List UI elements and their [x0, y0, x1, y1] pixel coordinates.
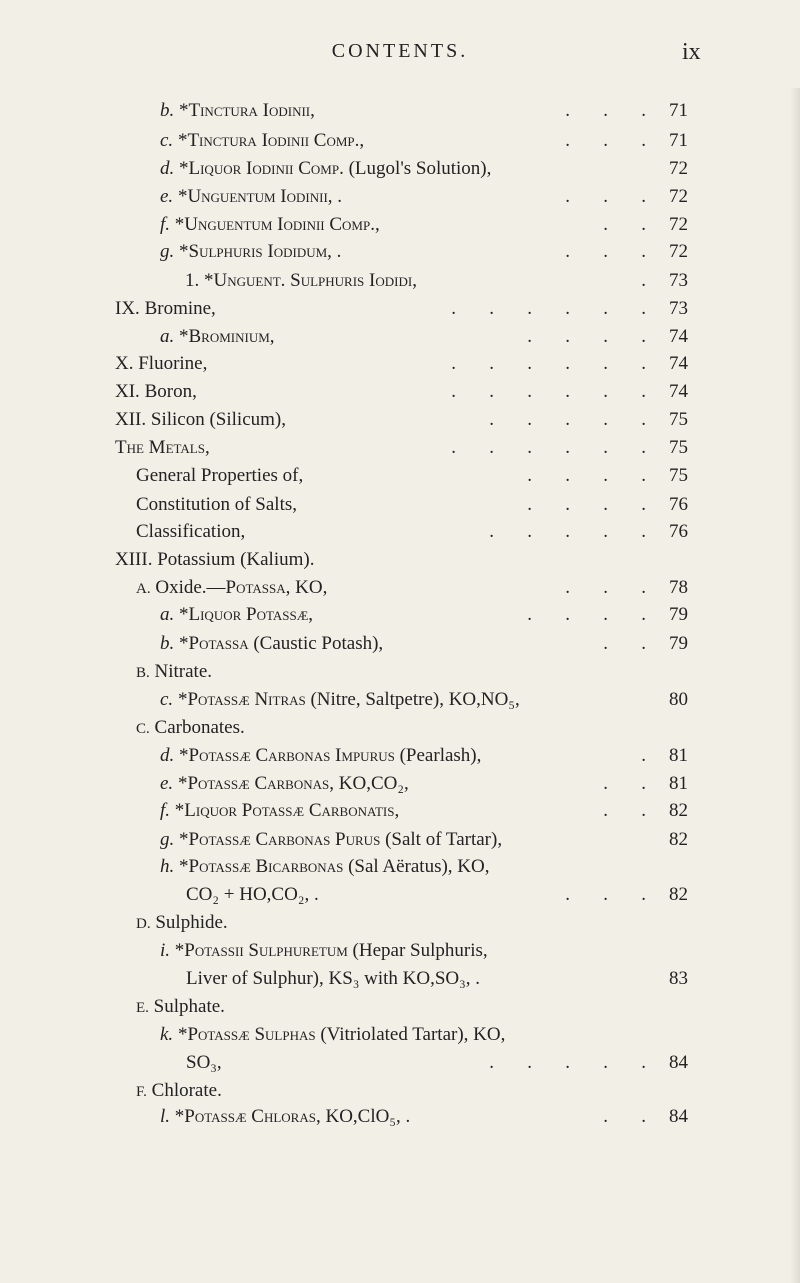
toc-entry — [0, 912, 800, 936]
toc-entry-label: a. — [160, 326, 175, 347]
leader-dots: . . — [603, 800, 646, 821]
toc-page-number: 72 — [669, 214, 688, 235]
toc-entry-text — [136, 465, 303, 487]
toc-entry-title: Potassa — [225, 577, 286, 598]
toc-entry-rest: Carbonates. — [154, 717, 245, 738]
toc-entry-label: XIII. — [115, 549, 153, 570]
toc-entry-rest: Chlorate. — [151, 1080, 222, 1101]
toc-page-number: 84 — [669, 1106, 688, 1127]
toc-entry-label: c. — [160, 689, 174, 710]
official-mark: * — [177, 130, 188, 151]
toc-entry — [0, 1024, 800, 1048]
toc-page-number: 80 — [669, 689, 688, 710]
toc-entry — [0, 940, 800, 964]
toc-page-number: 84 — [669, 1052, 688, 1073]
toc-entry-title: Liquor Iodinii Comp. — [188, 158, 344, 179]
toc-entry-text — [136, 1080, 222, 1102]
toc-entry — [0, 689, 800, 713]
official-mark: * — [179, 745, 189, 766]
toc-entry — [0, 549, 800, 573]
toc-entry-label: e. — [160, 773, 174, 794]
toc-entry-text — [160, 241, 341, 263]
toc-page-number: 71 — [669, 130, 688, 151]
leader-dots: . . . . — [527, 465, 646, 486]
official-mark: * — [204, 270, 214, 291]
leader-dots: . . . — [565, 577, 646, 598]
toc-entry-text — [115, 409, 286, 431]
toc-entry — [0, 521, 800, 545]
page-title: CONTENTS. — [331, 40, 469, 62]
toc-entry-title: Liquor Potassæ Carbonatis — [184, 800, 395, 821]
leader-dots: . . . — [565, 186, 646, 207]
toc-entry-text — [186, 884, 319, 906]
official-mark: * — [179, 241, 189, 262]
official-mark: * — [179, 100, 189, 121]
toc-entry-label: d. — [160, 745, 175, 766]
toc-entry-text — [160, 940, 488, 962]
toc-entry-rest: Sulphate. — [153, 996, 225, 1017]
toc-entry-text — [136, 661, 212, 683]
toc-entry-title: Potassii Sulphuretum — [184, 940, 348, 961]
toc-entry-label: XI. — [115, 381, 140, 402]
toc-entry — [0, 186, 800, 210]
toc-entry-label: E. — [136, 1000, 149, 1016]
toc-entry-label: l. — [160, 1106, 171, 1127]
toc-entry-rest: , — [308, 604, 314, 625]
toc-entry-text — [115, 353, 207, 375]
toc-entry-rest: , — [394, 800, 400, 821]
toc-page-number: 75 — [669, 465, 688, 486]
toc-entry-rest: , KO,ClO₅, . — [315, 1106, 411, 1127]
official-mark: * — [177, 186, 188, 207]
official-mark: * — [174, 940, 185, 961]
leader-dots: . . . — [565, 884, 646, 905]
toc-entry-label: g. — [160, 241, 175, 262]
toc-entry-label: h. — [160, 856, 175, 877]
toc-entry — [0, 577, 800, 601]
toc-page-number: 75 — [669, 437, 688, 458]
toc-entry-label: b. — [160, 633, 175, 654]
leader-dots: . . . . . . — [451, 298, 646, 319]
toc-entry — [0, 130, 800, 154]
toc-entry-rest: , — [412, 270, 417, 291]
toc-entry-label: C. — [136, 721, 150, 737]
toc-entry — [0, 465, 800, 489]
official-mark: * — [179, 633, 189, 654]
toc-entry-text — [160, 800, 399, 822]
page-number: ix — [682, 39, 701, 65]
toc-entry — [0, 1106, 800, 1130]
leader-dots: . . . . — [527, 326, 646, 347]
toc-entry-title: The Metals — [115, 437, 205, 458]
toc-page-number: 76 — [669, 521, 688, 542]
toc-entry-label: k. — [160, 1024, 174, 1045]
toc-entry-text — [160, 1106, 410, 1128]
leader-dots: . . — [603, 773, 646, 794]
toc-page-number: 81 — [669, 745, 688, 766]
toc-entry-rest: Nitrate. — [154, 661, 213, 682]
toc-entry-text — [160, 604, 313, 626]
leader-dots: . . . . . . — [451, 437, 646, 458]
toc-entry — [0, 1080, 800, 1104]
toc-entry-title: Unguentum Iodinii — [187, 186, 328, 207]
toc-entry — [0, 494, 800, 518]
toc-entry-title: Potassæ Carbonas Purus — [188, 829, 381, 850]
toc-entry-text — [186, 1052, 222, 1074]
toc-page-number: 74 — [669, 326, 688, 347]
toc-entry-title: Potassæ Bicarbonas — [188, 856, 344, 877]
toc-page-number: 73 — [669, 298, 688, 319]
toc-entry-label: g. — [160, 829, 175, 850]
toc-entry-rest: , — [359, 130, 365, 151]
toc-entry — [0, 717, 800, 741]
toc-entry-title: Potassæ Carbonas Impurus — [188, 745, 395, 766]
toc-entry-rest: Liver of Sulphur), KS₃ with KO,SO₃, . — [186, 968, 481, 989]
toc-entry-text — [136, 996, 225, 1018]
toc-page-number: 74 — [669, 381, 688, 402]
toc-entry — [0, 353, 800, 377]
leader-dots: . . . — [565, 130, 646, 151]
toc-entry-title: Tinctura Iodinii — [188, 100, 311, 121]
toc-entry — [0, 800, 800, 824]
toc-entry-rest: (Caustic Potash), — [248, 633, 384, 654]
toc-entry-rest: General Properties of, — [136, 465, 304, 486]
toc-page-number: 78 — [669, 577, 688, 598]
toc-entry-rest: , — [310, 100, 315, 121]
toc-entry-rest: Silicon (Silicum), — [150, 409, 286, 430]
leader-dots: . . — [603, 1106, 646, 1127]
toc-entry-label: 1. — [185, 270, 200, 291]
toc-entry-label: b. — [160, 100, 175, 121]
toc-entry-rest: , . — [327, 186, 343, 207]
official-mark: * — [179, 856, 189, 877]
toc-entry-label: X. — [115, 353, 134, 374]
toc-entry-rest: (Lugol's Solution), — [343, 158, 492, 179]
toc-entry — [0, 661, 800, 685]
toc-entry — [0, 996, 800, 1020]
toc-entry-text — [160, 130, 364, 152]
toc-page-number: 75 — [669, 409, 688, 430]
toc-entry-rest: SO₃, — [186, 1052, 222, 1073]
toc-entry — [0, 270, 800, 294]
toc-entry-text — [136, 577, 327, 599]
toc-entry-text — [160, 633, 383, 655]
toc-entry-label: a. — [160, 604, 175, 625]
toc-entry-rest: (Vitriolated Tartar), KO, — [315, 1024, 506, 1045]
toc-entry-title: Potassa — [188, 633, 249, 654]
toc-page-number: 83 — [669, 968, 688, 989]
official-mark: * — [174, 800, 185, 821]
toc-entry-text — [115, 381, 197, 403]
toc-entry-rest: Potassium (Kalium). — [157, 549, 315, 570]
toc-entry-title: Potassæ Carbonas — [187, 773, 330, 794]
toc-entry-title: Unguentum Iodinii Comp. — [184, 214, 375, 235]
toc-entry — [0, 745, 800, 769]
toc-entry-label: A. — [136, 581, 151, 597]
official-mark: * — [177, 689, 188, 710]
toc-entry-rest: , KO, — [285, 577, 328, 598]
toc-entry-label: f. — [160, 800, 171, 821]
leader-dots: . . . . . — [489, 1052, 646, 1073]
toc-entry-text — [136, 494, 297, 516]
toc-page-number: 72 — [669, 241, 688, 262]
toc-entry-rest: Oxide.— — [155, 577, 226, 598]
toc-entry-rest: , — [204, 437, 210, 458]
toc-entry-label: D. — [136, 916, 151, 932]
toc-entry — [0, 856, 800, 880]
toc-entry-rest: Sulphide. — [155, 912, 228, 933]
toc-entry — [0, 214, 800, 238]
toc-entry-label: B. — [136, 665, 150, 681]
leader-dots: . . . — [565, 100, 646, 121]
toc-entry-text — [160, 829, 502, 851]
toc-entry-title: Tinctura Iodinii Comp. — [187, 130, 360, 151]
toc-entry — [0, 381, 800, 405]
toc-entry-rest: Classification, — [136, 521, 246, 542]
toc-entry-rest: Boron, — [144, 381, 197, 402]
toc-page-number: 82 — [669, 800, 688, 821]
toc-entry-text — [160, 856, 489, 878]
toc-page-number: 79 — [669, 604, 688, 625]
toc-entry — [0, 829, 800, 853]
toc-entry-label: d. — [160, 158, 175, 179]
toc-entry — [0, 884, 800, 908]
toc-entry-title: Potassæ Nitras — [187, 689, 306, 710]
toc-entry — [0, 633, 800, 657]
toc-entry — [0, 437, 800, 461]
toc-entry-text — [160, 214, 380, 236]
toc-entry-text — [136, 912, 228, 934]
leader-dots: . . . . . — [489, 521, 646, 542]
toc-entry-rest: , KO,CO₂, — [329, 773, 409, 794]
toc-entry-text — [160, 1024, 505, 1046]
toc-entry — [0, 158, 800, 182]
toc-entry — [0, 773, 800, 797]
toc-entry-title: Potassæ Sulphas — [187, 1024, 316, 1045]
toc-entry-rest: (Nitre, Saltpetre), KO,NO₅, — [305, 689, 520, 710]
toc-entry-text — [115, 437, 210, 459]
leader-dots: . . — [603, 633, 646, 654]
leader-dots: . . — [603, 214, 646, 235]
toc-page-number: 82 — [669, 884, 688, 905]
toc-entry-text — [186, 968, 480, 990]
toc-page-number: 81 — [669, 773, 688, 794]
official-mark: * — [177, 1024, 188, 1045]
toc-entry — [0, 241, 800, 265]
toc-entry-text — [160, 689, 520, 711]
toc-page-number: 73 — [669, 270, 688, 291]
toc-entry-rest: Constitution of Salts, — [136, 494, 297, 515]
toc-entry-label: c. — [160, 130, 174, 151]
toc-entry-title: Unguent. Sulphuris Iodidi — [213, 270, 413, 291]
toc-entry-rest: (Sal Aëratus), KO, — [343, 856, 490, 877]
toc-entry-rest: , . — [327, 241, 342, 262]
official-mark: * — [174, 1106, 185, 1127]
official-mark: * — [177, 773, 188, 794]
toc-entry-label: IX. — [115, 298, 140, 319]
toc-entry-label: i. — [160, 940, 171, 961]
toc-entry-rest: CO₂ + HO,CO₂, . — [186, 884, 319, 905]
toc-page-number: 74 — [669, 353, 688, 374]
toc-entry-text — [185, 270, 417, 292]
toc-entry — [0, 409, 800, 433]
toc-entry-text — [115, 549, 314, 571]
toc-entry-text — [160, 745, 481, 767]
toc-entry-title: Potassæ Chloras — [184, 1106, 316, 1127]
toc-entry — [0, 1052, 800, 1076]
toc-entry-text — [160, 158, 491, 180]
official-mark: * — [179, 829, 189, 850]
official-mark: * — [174, 214, 185, 235]
toc-entry — [0, 968, 800, 992]
toc-entry — [0, 604, 800, 628]
toc-page-number: 76 — [669, 494, 688, 515]
toc-entry-rest: (Hepar Sulphuris, — [347, 940, 488, 961]
official-mark: * — [179, 604, 189, 625]
leader-dots: . . . . . — [489, 409, 646, 430]
toc-entry-text — [115, 298, 216, 320]
leader-dots: . . . . — [527, 604, 646, 625]
toc-entry-rest: , — [374, 214, 380, 235]
official-mark: * — [179, 326, 189, 347]
toc-entry-text — [160, 773, 409, 795]
toc-entry-title: Liquor Potassæ — [188, 604, 309, 625]
toc-entry-title: Sulphuris Iodidum — [188, 241, 328, 262]
toc-entry-text — [136, 717, 245, 739]
toc-page-number: 71 — [669, 100, 688, 121]
toc-page-number: 72 — [669, 186, 688, 207]
toc-page-number: 82 — [669, 829, 688, 850]
toc-entry-text — [160, 186, 342, 208]
toc-entry-title: Brominium — [188, 326, 270, 347]
toc-entry-text — [160, 100, 315, 122]
official-mark: * — [179, 158, 189, 179]
toc-entry-text — [160, 326, 275, 348]
toc-page-number: 72 — [669, 158, 688, 179]
leader-dots: . — [641, 745, 646, 766]
leader-dots: . . . . — [527, 494, 646, 515]
toc-entry-rest: Bromine, — [144, 298, 216, 319]
toc-entry-label: e. — [160, 186, 174, 207]
toc-entry-rest: (Salt of Tartar), — [380, 829, 503, 850]
toc-entry — [0, 326, 800, 350]
leader-dots: . — [641, 270, 646, 291]
toc-entry-rest: Fluorine, — [138, 353, 208, 374]
toc-entry-label: XII. — [115, 409, 147, 430]
toc-entry-text — [136, 521, 245, 543]
toc-entry-label: f. — [160, 214, 171, 235]
leader-dots: . . . — [565, 241, 646, 262]
toc-entry — [0, 298, 800, 322]
toc-entry-label: F. — [136, 1084, 147, 1100]
page-edge-shadow — [790, 88, 800, 1283]
toc-page-number: 79 — [669, 633, 688, 654]
toc-entry-rest: , — [269, 326, 275, 347]
leader-dots: . . . . . . — [451, 381, 646, 402]
toc-entry-rest: (Pearlash), — [394, 745, 482, 766]
leader-dots: . . . . . . — [451, 353, 646, 374]
toc-entry — [0, 100, 800, 124]
